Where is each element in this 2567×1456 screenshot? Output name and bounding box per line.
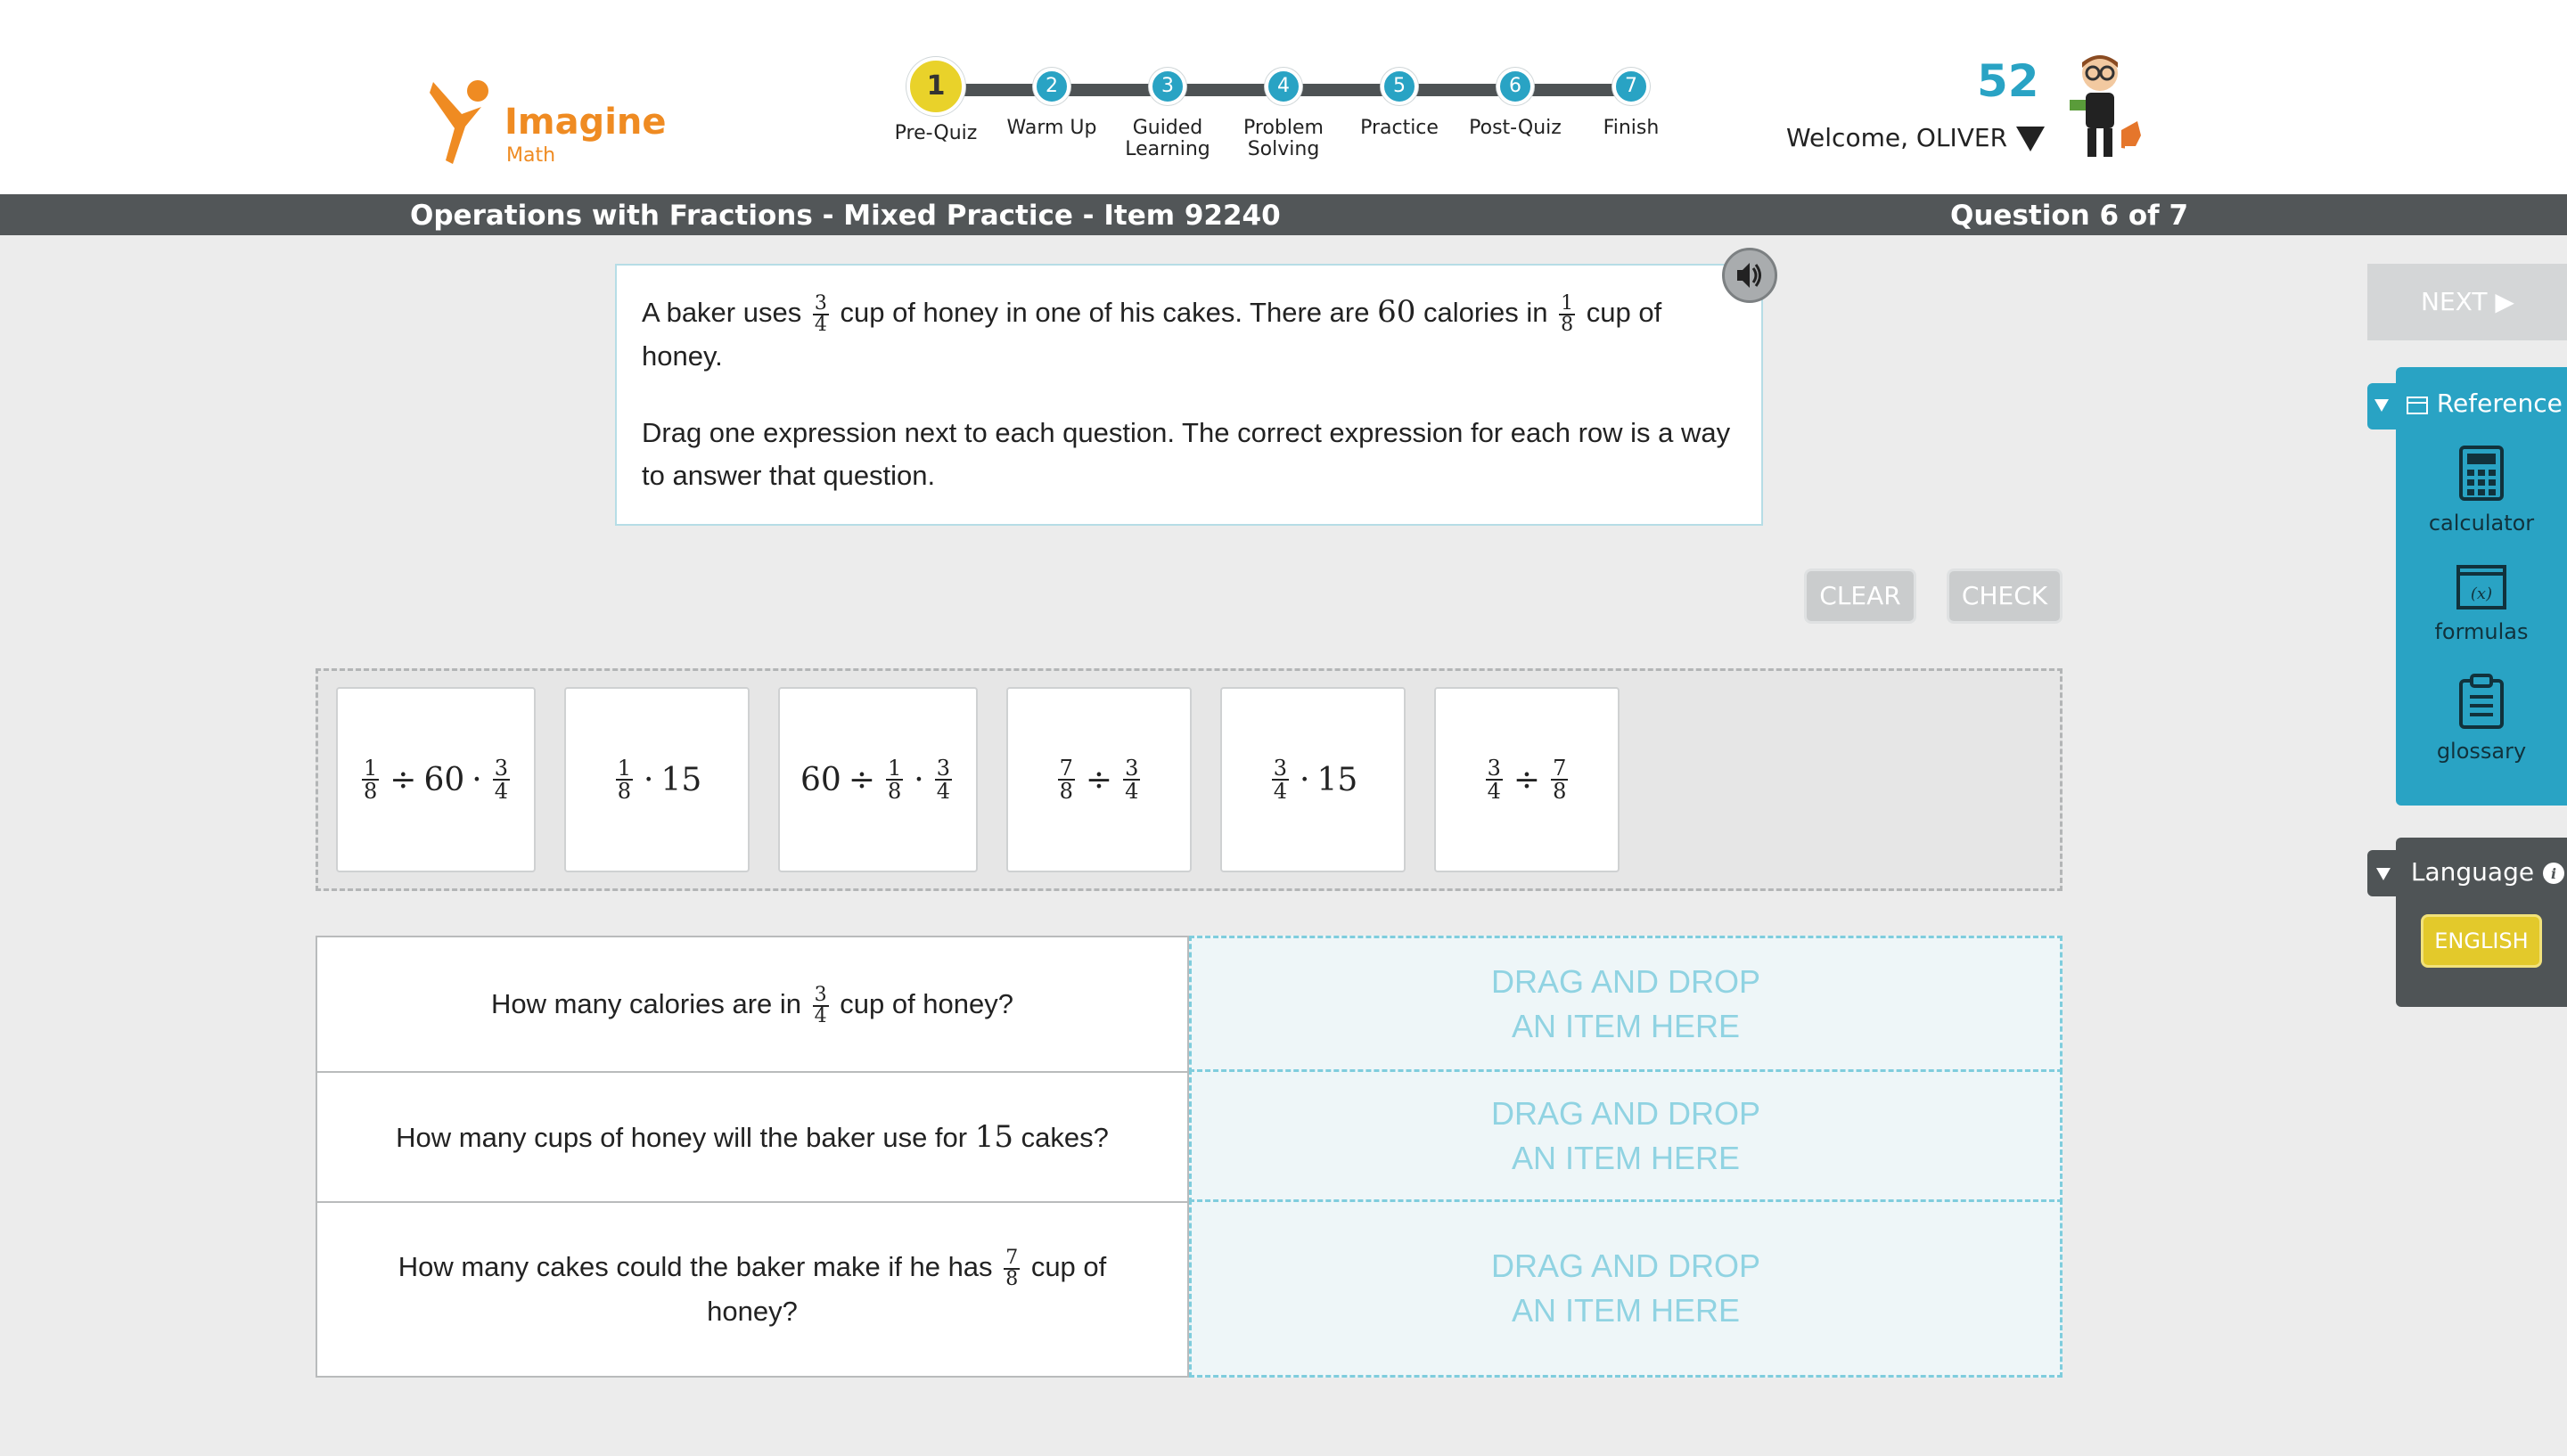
glossary-label: glossary [2436, 739, 2527, 764]
denominator: 4 [1125, 779, 1139, 804]
denominator: 8 [617, 779, 631, 804]
numerator: 1 [364, 756, 378, 781]
question-text: cup of honey? [840, 988, 1014, 1019]
denominator: 4 [1273, 779, 1287, 804]
title-bar [0, 194, 2567, 235]
operator: ÷ [390, 761, 417, 798]
answer-tray [316, 668, 2063, 891]
numerator: 7 [1059, 756, 1073, 781]
number: 60 [800, 761, 841, 798]
step-label: Post-Quiz [1469, 117, 1562, 139]
fraction [1272, 757, 1289, 802]
denominator: 8 [1553, 779, 1567, 804]
denominator: 8 [1005, 1267, 1019, 1290]
caret-down-icon [2373, 396, 2391, 413]
question-text: How many cups of honey will the baker use for [396, 1121, 968, 1153]
operator: ÷ [1513, 761, 1541, 798]
step-dot: 3 [1149, 68, 1186, 105]
operator: ÷ [1085, 761, 1113, 798]
step-dot: 4 [1265, 68, 1302, 105]
fraction [1058, 757, 1075, 802]
prompt-text: cup of honey. [642, 297, 1662, 372]
denominator: 8 [887, 779, 902, 804]
step-dot: 7 [1612, 68, 1650, 105]
denominator: 4 [814, 1004, 827, 1027]
fraction [1486, 757, 1503, 802]
numerator: 1 [887, 756, 902, 781]
next-button[interactable]: NEXT ▶ [2367, 264, 2567, 340]
fraction [493, 757, 510, 802]
expression-card-4[interactable] [1006, 687, 1192, 872]
drop-text: DRAG AND DROP [1490, 1247, 1761, 1284]
denominator: 4 [1487, 779, 1501, 804]
step-problem-solving[interactable] [1221, 53, 1346, 160]
welcome-text: Welcome, OLIVER [1786, 123, 2008, 152]
header [0, 0, 2567, 194]
step-pre-quiz[interactable] [873, 53, 998, 144]
formulas-tool[interactable] [2396, 565, 2567, 644]
fraction [1004, 1248, 1020, 1289]
numerator: 3 [936, 756, 950, 781]
prompt-text: cup of honey in one of his cakes. There are [840, 297, 1370, 328]
numerator: 3 [1487, 756, 1501, 781]
denominator: 4 [494, 779, 508, 804]
question-text: cakes? [1021, 1121, 1109, 1153]
denominator: 8 [364, 779, 378, 804]
operator: · [1300, 761, 1310, 798]
numerator: 3 [494, 756, 508, 781]
prompt-line-1 [642, 290, 1736, 378]
step-dot: 1 [906, 57, 965, 116]
denominator: 8 [1561, 313, 1574, 336]
language-toggle[interactable] [2374, 857, 2567, 887]
numerator: 3 [1125, 756, 1139, 781]
reference-toggle[interactable] [2373, 389, 2567, 418]
expression-card-5[interactable] [1220, 687, 1406, 872]
avatar[interactable] [2059, 50, 2148, 164]
drop-text: AN ITEM HERE [1511, 1008, 1740, 1044]
score: 52 [1977, 55, 2039, 107]
formulas-label: formulas [2434, 619, 2529, 644]
drop-zone-1[interactable] [1189, 936, 2063, 1073]
formulas-icon [2456, 565, 2506, 609]
info-icon[interactable] [2542, 862, 2565, 885]
number: 15 [660, 761, 702, 798]
operator: · [644, 761, 654, 798]
logo-word: Imagine [504, 102, 667, 143]
drop-text: DRAG AND DROP [1490, 1095, 1761, 1132]
question-row-1 [316, 936, 1189, 1073]
fraction [886, 757, 903, 802]
step-warm-up[interactable] [989, 53, 1114, 139]
logo-figure-icon [426, 75, 506, 173]
prompt-text: calories in [1423, 297, 1548, 328]
step-label: Practice [1360, 117, 1439, 139]
numerator: 1 [617, 756, 631, 781]
check-button[interactable]: CHECK [1947, 568, 2063, 624]
question-prompt [615, 264, 1763, 526]
number: 60 [423, 761, 465, 798]
imagine-math-logo[interactable] [426, 75, 667, 173]
drop-zone-3[interactable] [1189, 1199, 2063, 1378]
english-button[interactable]: ENGLISH [2421, 914, 2542, 968]
prompt-line-2: Drag one expression next to each question. The correct expression for each row is a way to answer that question. [642, 416, 1731, 491]
operator: · [472, 761, 482, 798]
step-label: Guided Learning [1125, 117, 1210, 160]
step-guided-learning[interactable] [1105, 53, 1230, 160]
speaker-button[interactable] [1722, 248, 1777, 303]
drop-zone-2[interactable] [1189, 1069, 2063, 1203]
step-dot: 6 [1497, 68, 1534, 105]
numerator: 3 [814, 983, 827, 1006]
language-label: Language [2410, 857, 2535, 887]
fraction [813, 983, 829, 1027]
drop-text: AN ITEM HERE [1511, 1140, 1740, 1176]
question-counter: Question 6 of 7 [1950, 200, 2189, 232]
step-label: Pre-Quiz [894, 122, 978, 144]
progress-tracker [873, 53, 1676, 169]
calculator-tool[interactable] [2396, 446, 2567, 536]
operator: ÷ [848, 761, 875, 798]
svg-text:(x): (x) [2470, 585, 2493, 603]
reference-icon [2406, 394, 2429, 415]
expression-card-2[interactable] [564, 687, 750, 872]
calculator-icon [2459, 446, 2504, 501]
denominator: 8 [1059, 779, 1073, 804]
number: 15 [1316, 761, 1358, 798]
expression-card-3[interactable] [778, 687, 978, 872]
clipboard-icon [2459, 674, 2504, 729]
step-finish[interactable] [1569, 53, 1694, 139]
logo-sub: Math [506, 144, 556, 167]
numerator: 3 [814, 291, 827, 315]
step-label: Finish [1603, 117, 1660, 139]
caret-down-icon [2016, 127, 2045, 151]
question-number: 15 [974, 1118, 1013, 1155]
numerator: 1 [1561, 291, 1574, 315]
denominator: 4 [814, 313, 827, 336]
step-practice[interactable] [1337, 53, 1462, 139]
question-text: cup of honey? [707, 1251, 1107, 1327]
question-text: How many cakes could the baker make if he has [398, 1251, 993, 1282]
prompt-number: 60 [1377, 294, 1416, 330]
step-label: Problem Solving [1243, 117, 1324, 160]
step-dot: 5 [1381, 68, 1418, 105]
avatar-icon [2059, 50, 2148, 164]
numerator: 7 [1553, 756, 1567, 781]
step-label: Warm Up [1006, 117, 1097, 139]
fraction [813, 291, 829, 336]
calculator-label: calculator [2428, 511, 2535, 536]
numerator: 3 [1273, 756, 1287, 781]
numerator: 7 [1005, 1246, 1019, 1269]
fraction [1559, 291, 1575, 336]
fraction [1551, 757, 1568, 802]
step-post-quiz[interactable] [1453, 53, 1578, 139]
operator: · [914, 761, 924, 798]
drop-text: AN ITEM HERE [1511, 1292, 1740, 1329]
clear-button[interactable]: CLEAR [1804, 568, 1916, 624]
question-text: How many calories are in [490, 988, 801, 1019]
fraction [1123, 757, 1140, 802]
step-dot: 2 [1033, 68, 1070, 105]
drop-text: DRAG AND DROP [1490, 963, 1761, 1000]
question-row-3 [316, 1201, 1189, 1378]
fraction [616, 757, 633, 802]
fraction [362, 757, 379, 802]
lesson-title: Operations with Fractions - Mixed Practice - Item 92240 [410, 200, 1281, 232]
expression-card-1[interactable] [336, 687, 536, 872]
reference-label: Reference [2436, 389, 2563, 418]
glossary-tool[interactable] [2396, 674, 2567, 764]
question-row-2 [316, 1071, 1189, 1203]
welcome-menu[interactable] [1786, 123, 2045, 152]
expression-card-6[interactable] [1434, 687, 1620, 872]
caret-down-icon [2374, 864, 2392, 882]
denominator: 4 [936, 779, 950, 804]
fraction [935, 757, 952, 802]
prompt-text: A baker uses [642, 297, 802, 328]
speaker-icon [1725, 250, 1775, 300]
question-table [316, 936, 2063, 1378]
svg-text:i: i [2550, 865, 2557, 882]
